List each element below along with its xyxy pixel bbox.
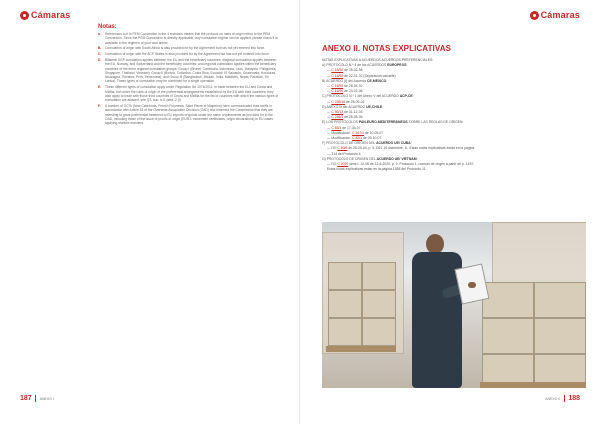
annex-text: de 03-10-07: [362, 136, 382, 141]
note-item: [98, 46, 280, 50]
note-text: A number of OCTs (New Caledonia, French Polynesia, Saint Pierre et Miquelon) have communicated their tariffs in accordance with Article 45 of the Overseas Association Decision (OAD) and informed the Commission that they are intending to grant preferential treatment to EU exports of goods under the same requirements as provided for in the OAD, including those of the issue of proofs of origin (EUR.1 movement certificates, origin declarations) in EU cases applying realistic manners.: [105, 103, 274, 126]
reference-link[interactable]: C 2020: [337, 162, 349, 167]
annex-text: —: [327, 73, 332, 78]
logo-text: Cámaras: [540, 10, 580, 20]
annex-reference: [322, 167, 582, 172]
annex-section: [322, 44, 582, 172]
annex-text: — Modificación:: [327, 136, 353, 141]
annex-text: F) PROTOCOLO DE ORIGEN DEL: [322, 141, 377, 146]
warehouse-photo: [322, 222, 586, 388]
note-letter: D.: [98, 57, 102, 62]
box: [362, 318, 396, 346]
annex-text: Estas notas explicativas están en la página 1388 del Protocolo 11: [327, 167, 426, 172]
page-number: 188: [564, 395, 580, 402]
logo: [530, 10, 580, 20]
reference-link[interactable]: C 16/92: [331, 73, 344, 78]
page-number: 187: [20, 395, 36, 402]
annex-text: de 22-01-02 (Separación variable): [343, 73, 396, 78]
annex-text: :: [382, 104, 384, 109]
worker-hand: [468, 282, 476, 288]
reference-link[interactable]: C 228/16: [331, 99, 346, 104]
annex-text: —: [327, 84, 332, 89]
annex-lines: [322, 58, 582, 172]
reference-link[interactable]: C 82/1: [352, 136, 363, 141]
note-item: [98, 58, 280, 84]
annex-text: —: [327, 99, 332, 104]
annex-text: de 10-09-07: [363, 130, 384, 135]
right-footer: [545, 395, 580, 402]
annex-text: — Modificación:: [327, 130, 353, 135]
note-text: These different types of cumulation apply under Regulation No 1076/2011, in trade between the EU and Ceuta and Melilla, but under the rules of origin of the preferential arrangements established by the EU with third countries; they also apply to trade with those third countries of Ceuta and Melilla for the list of countries with which the various types of cumulation are allowed, see Q1, sub. a.3, para. 2 (i).: [105, 85, 279, 103]
annex-text: de 25-09-02: [345, 99, 365, 104]
box: [328, 290, 362, 318]
note-item: [98, 104, 280, 125]
note-text: Bilateral GSP cumulation applies between the EU and the beneficiary countries; diagonal cumulation applies between the EU, Norway, and Switzerland and the beneficiary countries; and regional cumulation applies within the beneficiary countries of the three regional cumulation groups: Group I (Brunei, Cambodia, Indonesia, Laos, Malaysia, Philippines, Singapore, Thailand, Vietnam); Group II (Bolivia, Colombia, Costa Rica, Ecuador, El Salvador, Guatemala, Honduras, Nicaragua, Panama, Peru, Venezuela); and Group III (Bangladesh, Bhutan, India, Maldives, Nepal, Pakistan, Sri Lanka). These types of cumulation may be combined for a single operation.: [105, 57, 277, 84]
left-footer: [20, 395, 54, 402]
note-item: [98, 85, 280, 102]
box: [482, 318, 534, 354]
note-letter: a.: [98, 32, 101, 36]
annex-text: E) LOS PROTOCOLOS: [322, 120, 359, 125]
annex-text: — DO: [327, 146, 338, 151]
note-letter: B.: [98, 46, 102, 51]
right-page: [300, 0, 600, 424]
note-item: [98, 32, 280, 45]
notes-section: [98, 24, 280, 127]
note-letter: C.: [98, 52, 102, 57]
camaras-logo-icon: [20, 11, 29, 20]
notes-title: Notas:: [98, 24, 117, 30]
annex-text: :: [412, 94, 414, 99]
reference-link[interactable]: C 256/1: [331, 115, 344, 120]
agreement-name: CE-MÉXICO: [367, 78, 387, 83]
camaras-logo-icon: [530, 11, 539, 20]
annex-text: — DO: [327, 162, 338, 167]
box: [328, 318, 362, 346]
annex-text: :: [416, 156, 418, 161]
annex-text: NOTAS EXPLICATIVAS A ACUERDOS ACUERDOS PREFERENCIALES:: [322, 58, 434, 62]
reference-link[interactable]: C 90/13: [331, 110, 344, 115]
annex-text: de 25-02-98: [343, 68, 363, 73]
annex-text: :: [410, 141, 412, 146]
agreement-name: ACUERDO UE/ CUBA: [376, 141, 411, 146]
box: [362, 290, 396, 318]
annex-title: ANEXO II. NOTAS EXPLICATIVAS: [322, 44, 452, 53]
note-letter: E.: [98, 85, 102, 90]
annex-text: :: [386, 78, 388, 83]
agreement-name: UE-CHILE: [366, 104, 383, 109]
note-text: References to it in PEM Convention in the 4 revisions means that the protocol on rules of origin refers to the PEM Convention. Since the PEM Convention is directly applicable, any cumulation regime can be applied, please check it is available in the regimen of your own annex.: [105, 32, 278, 45]
annex-text: C) PROTOCOLO N.º 1 del Anexo V del ACUERDO: [322, 94, 400, 99]
note-text: Cumulation of origin with South Africa is also provided for by the Agreement but has not yet entered into force.: [105, 46, 266, 51]
section-label: ANEXO II: [545, 396, 561, 401]
note-text: Cumulation of origin with the ACP States is also provided for by the Agreement but has not yet entered into force.: [105, 52, 270, 57]
annex-text: SOBRE LAS REGLAS DE ORIGEN:: [407, 120, 464, 125]
annex-text: B) ACUERDO (I) del Acuerdo: [322, 78, 368, 83]
annex-text: serie L 12-06 de 12-6-2020, p. 9. Protocolo 1, normas de origen a partir de p. 1457.: [348, 162, 475, 167]
annex-text: :: [406, 63, 408, 68]
box: [534, 318, 586, 354]
logo: [20, 10, 70, 20]
reference-link[interactable]: C 60/6: [337, 146, 348, 151]
annex-text: G) PROTOCOLO DE ORIGEN DEL: [322, 156, 377, 161]
box: [482, 282, 534, 318]
pallet: [480, 382, 586, 388]
reference-link[interactable]: C 16/92: [331, 84, 344, 89]
annex-text: A) PROTOCOLO N.º 4 de los ACUERDOS: [322, 63, 388, 68]
reference-link[interactable]: C 16/92: [331, 89, 344, 94]
annex-text: — 314 del Protocolo 4: [327, 151, 361, 156]
reference-link[interactable]: C 267/4: [352, 130, 364, 135]
note-item: [98, 52, 280, 56]
note-letter: F.: [98, 103, 101, 108]
annex-text: —: [327, 125, 332, 130]
annex-text: —: [327, 89, 332, 94]
box: [534, 282, 586, 318]
annex-text: de 25-05-04, p. 5. DEL 16 diciembre. IL. Estas notas explicativas están en la página: [347, 146, 475, 151]
notes-list: [98, 32, 280, 125]
annex-text: —: [327, 110, 332, 115]
worker-head: [426, 234, 444, 254]
agreement-name: EUROPEOS: [387, 63, 407, 68]
annex-text: —: [327, 68, 332, 73]
pallet: [326, 346, 396, 352]
annex-text: de 24-02-06: [343, 89, 363, 94]
reference-link[interactable]: C 83/1: [331, 125, 342, 130]
agreement-name: PAN-EURO-MEDITERRÁNEOS: [358, 120, 408, 125]
reference-link[interactable]: C 16/92: [331, 68, 344, 73]
annex-text: D) ANEXO III del ACUERDO: [322, 104, 367, 109]
agreement-name: ACUERDO UE/ VIETNAM: [376, 156, 417, 161]
section-label: ANEXO I: [39, 396, 54, 401]
box: [328, 262, 362, 290]
agreement-name: ACP-CE: [399, 94, 413, 99]
annex-text: de 28-05-06: [343, 115, 363, 120]
annex-text: de 31-12-03: [343, 110, 363, 115]
annex-text: de 17-04-07: [341, 125, 361, 130]
annex-text: —: [327, 115, 332, 120]
box: [362, 262, 396, 290]
annex-text: de 28-04-02: [343, 84, 363, 89]
logo-text: Cámaras: [31, 10, 71, 20]
